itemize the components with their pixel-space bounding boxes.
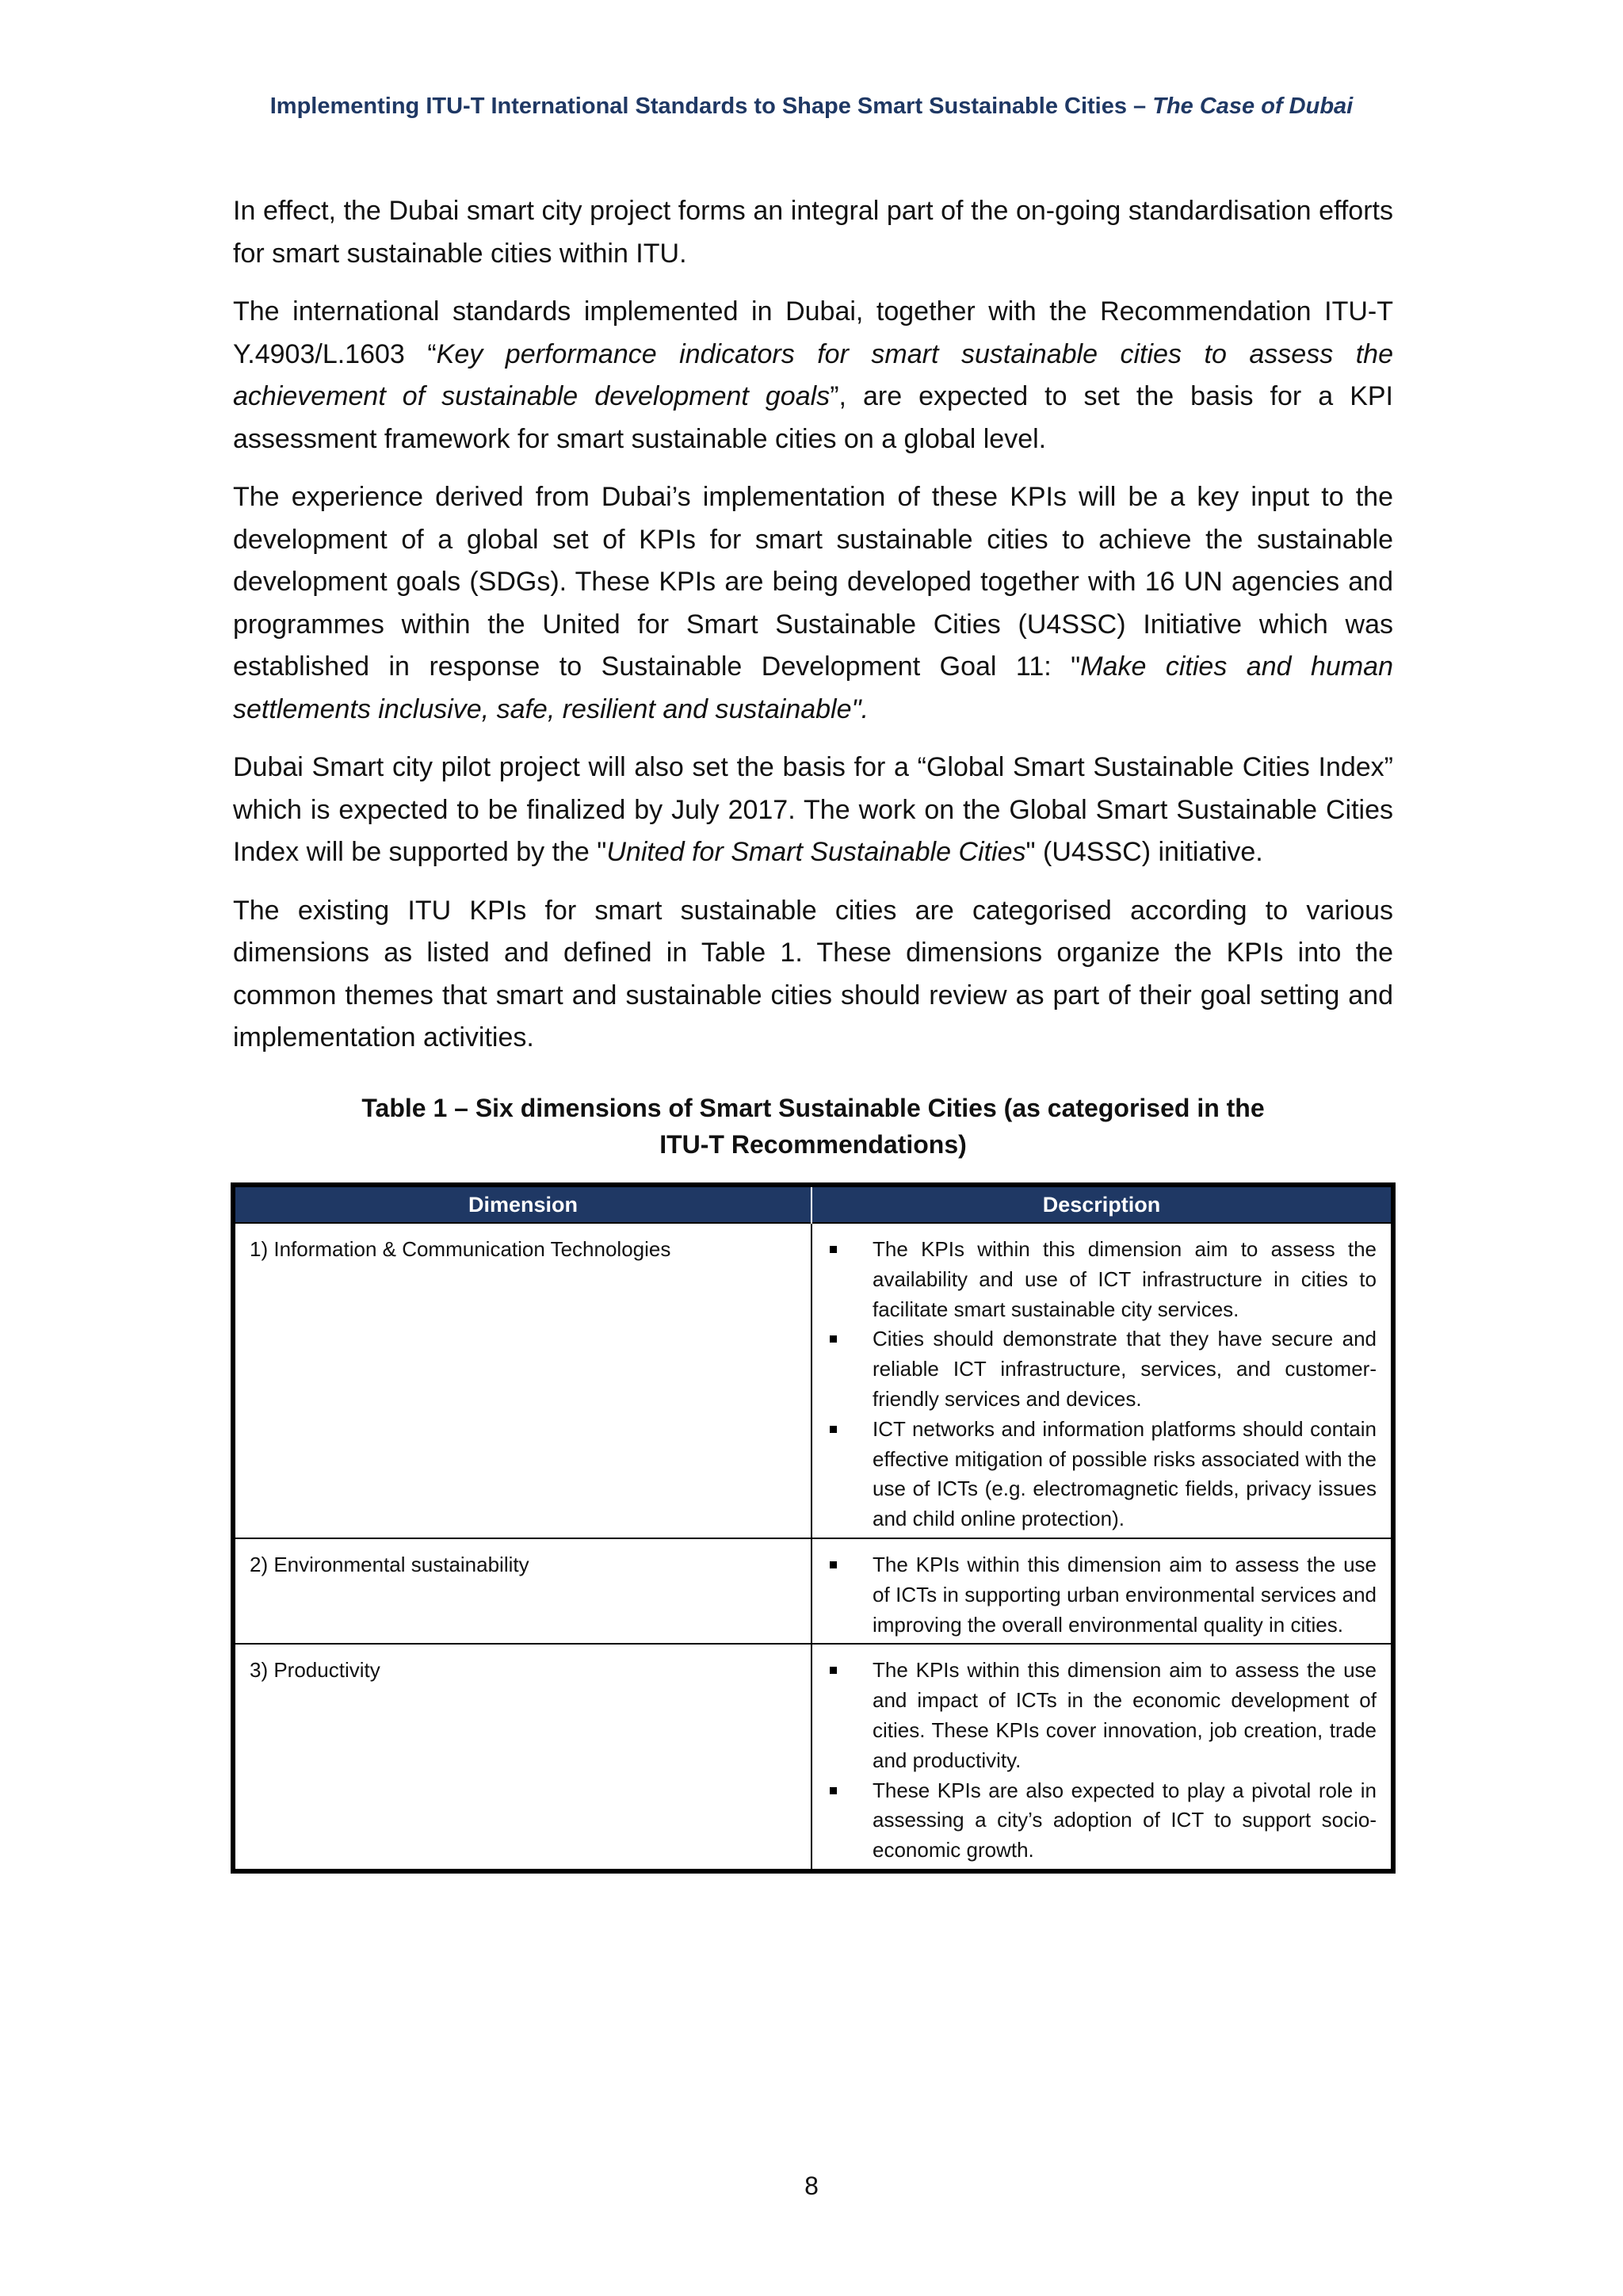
paragraph-text: In effect, the Dubai smart city project forms an integral part of the on-going standardisation efforts for smart sustainable cities within ITU. xyxy=(233,196,1393,269)
table-row xyxy=(233,1644,1393,1871)
bullet-item: The KPIs within this dimension aim to assess the use and impact of ICTs in the economic development of cities. These KPIs cover innovation, job creation, trade and productivity. xyxy=(827,1656,1377,1775)
table-caption-line: ITU-T Recommendations) xyxy=(659,1130,967,1159)
paragraph-text: Dubai Smart city pilot project will also set the basis for a “Global Smart Sustainable Cities Index” which is expected to be finalized by July 2017. The work on the Global Smart Sustainable Cities Index will be supported by the " xyxy=(233,752,1393,867)
dimension-cell: 2) Environmental sustainability xyxy=(233,1538,812,1644)
dimension-cell: 1) Information & Communication Technologies xyxy=(233,1223,812,1538)
paragraph-italic: United for Smart Sustainable Cities xyxy=(606,837,1026,867)
bullet-item: These KPIs are also expected to play a pivotal role in assessing a city’s adoption of ICT to support socio-economic growth. xyxy=(827,1776,1377,1866)
paragraph-italic: Key performance indicators for smart sustainable cities to assess the achievement of sustainable development goals xyxy=(233,338,1393,411)
paragraph-italic: Make cities and human settlements inclusive, safe, resilient and sustainable". xyxy=(233,651,1393,724)
body-text xyxy=(233,190,1393,1075)
paragraph-text: The existing ITU KPIs for smart sustainable cities are categorised according to various dimensions as listed and defined in Table 1. These dimensions organize the KPIs into the common themes that smart and sustainable cities should review as part of their goal setting and implementation activities. xyxy=(233,895,1393,1052)
header-title-italic: The Case of Dubai xyxy=(1152,94,1354,119)
description-cell xyxy=(812,1538,1393,1644)
column-header-dimension: Dimension xyxy=(233,1185,812,1223)
description-cell xyxy=(812,1223,1393,1538)
bullet-list xyxy=(827,1656,1377,1866)
paragraph xyxy=(233,291,1393,460)
paragraph xyxy=(233,190,1393,275)
page-number: 8 xyxy=(804,2172,819,2200)
table-row xyxy=(233,1223,1393,1538)
bullet-item: Cities should demonstrate that they have secure and reliable ICT infrastructure, services, and customer-friendly services and devices. xyxy=(827,1324,1377,1414)
header-title: Implementing ITU-T International Standards to Shape Smart Sustainable Cities – xyxy=(269,94,1147,119)
bullet-item: The KPIs within this dimension aim to assess the availability and use of ICT infrastructure in cities to facilitate smart sustainable city services. xyxy=(827,1235,1377,1324)
bullet-item: The KPIs within this dimension aim to assess the use of ICTs in supporting urban environmental services and improving the overall environmental quality in cities. xyxy=(827,1550,1377,1640)
table-caption-line: Table 1 – Six dimensions of Smart Sustainable Cities (as categorised in the xyxy=(361,1094,1265,1122)
description-cell xyxy=(812,1644,1393,1871)
paragraph xyxy=(233,890,1393,1060)
dimension-cell: 3) Productivity xyxy=(233,1644,812,1871)
dimensions-table xyxy=(231,1182,1396,1874)
paragraph-text: " (U4SSC) initiative. xyxy=(1025,837,1263,867)
paragraph-text: The international standards implemented in Dubai, together with the Recommendation ITU-T Y.4903/L.1603 “ xyxy=(233,296,1393,369)
column-header-description: Description xyxy=(812,1185,1393,1223)
table-header-row xyxy=(233,1185,1393,1223)
running-header xyxy=(0,94,1623,120)
paragraph-text: The experience derived from Dubai’s implementation of these KPIs will be a key input to the development of a global set of KPIs for smart sustainable cities to achieve the sustainable development goals (SDGs). These KPIs are being developed together with 16 UN agencies and programmes within the United for Smart Sustainable Cities (U4SSC) Initiative which was established in response to Sustainable Development Goal 11: " xyxy=(233,482,1393,682)
bullet-list xyxy=(827,1235,1377,1534)
paragraph-text: ”, are expected to set the basis for a KPI assessment framework for smart sustainable cities on a global level. xyxy=(233,381,1393,454)
bullet-item: ICT networks and information platforms should contain effective mitigation of possible risks associated with the use of ICTs (e.g. electromagnetic fields, privacy issues and child online protection). xyxy=(827,1415,1377,1534)
bullet-list xyxy=(827,1550,1377,1640)
paragraph xyxy=(233,747,1393,874)
paragraph xyxy=(233,476,1393,731)
table-row xyxy=(233,1538,1393,1644)
table-caption xyxy=(233,1090,1393,1163)
